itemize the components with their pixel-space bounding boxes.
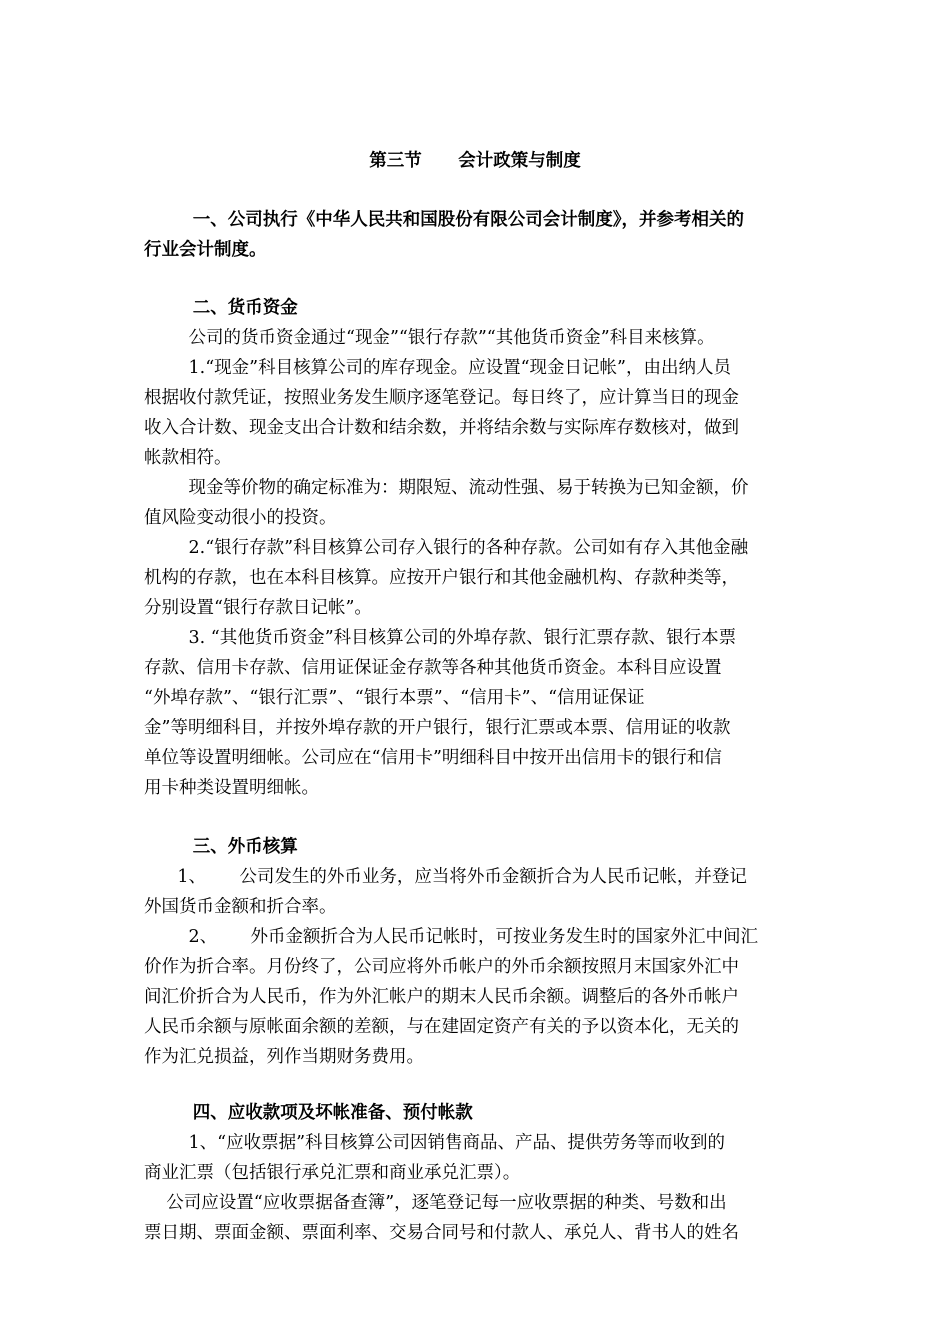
paragraph-line: 2.“银行存款”科目核算公司存入银行的各种存款。公司如有存入其他金融	[144, 538, 749, 558]
policy-heading-line-1: 一、公司执行《中华人民共和国股份有限公司会计制度》，并参考相关的	[144, 210, 744, 230]
heading-foreign-currency: 三、外币核算	[144, 837, 298, 857]
paragraph-line: 用卡种类设置明细帐。	[144, 778, 319, 798]
heading-receivables: 四、应收款项及坏帐准备、预付帐款	[144, 1103, 473, 1123]
paragraph-line: 2、 外币金额折合为人民币记帐时，可按业务发生时的国家外汇中间汇	[144, 927, 759, 947]
paragraph-line: 帐款相符。	[144, 448, 232, 468]
paragraph-line: 单位等设置明细帐。公司应在“信用卡”明细科目中按开出信用卡的银行和信	[144, 748, 722, 768]
paragraph-line: 1.“现金”科目核算公司的库存现金。应设置“现金日记帐”，由出纳人员	[144, 358, 731, 378]
paragraph-line: 间汇价折合为人民币，作为外汇帐户的期末人民币余额。调整后的各外币帐户	[144, 987, 739, 1007]
paragraph-line: 公司应设置“应收票据备查簿”，逐笔登记每一应收票据的种类、号数和出	[144, 1193, 727, 1213]
paragraph-line: 作为汇兑损益，列作当期财务费用。	[144, 1047, 424, 1067]
paragraph-line: 1、 公司发生的外币业务，应当将外币金额折合为人民币记帐，并登记	[144, 867, 747, 887]
paragraph-line: 存款、信用卡存款、信用证保证金存款等各种其他货币资金。本科目应设置	[144, 658, 722, 678]
paragraph-line: 公司的货币资金通过“现金”“银行存款”“其他货币资金”科目来核算。	[144, 328, 715, 348]
paragraph-line: 金”等明细科目，并按外埠存款的开户银行，银行汇票或本票、信用证的收款	[144, 718, 731, 738]
paragraph-line: 现金等价物的确定标准为：期限短、流动性强、易于转换为已知金额，价	[144, 478, 749, 498]
paragraph-line: 1、“应收票据”科目核算公司因销售商品、产品、提供劳务等而收到的	[144, 1133, 726, 1153]
paragraph-line: “外埠存款”、“银行汇票”、“银行本票”、“信用卡”、“信用证保证	[144, 688, 645, 708]
paragraph-line: 外国货币金额和折合率。	[144, 897, 337, 917]
paragraph-line: 收入合计数、现金支出合计数和结余数，并将结余数与实际库存数核对，做到	[144, 418, 739, 438]
paragraph-line: 3. “其他货币资金”科目核算公司的外埠存款、银行汇票存款、银行本票	[144, 628, 737, 648]
paragraph-line: 价作为折合率。月份终了，公司应将外币帐户的外币余额按照月末国家外汇中	[144, 957, 739, 977]
paragraph-line: 商业汇票（包括银行承兑汇票和商业承兑汇票）。	[144, 1163, 521, 1183]
paragraph-line: 值风险变动很小的投资。	[144, 508, 337, 528]
paragraph-line: 分别设置“银行存款日记帐”。	[144, 598, 372, 618]
paragraph-line: 机构的存款，也在本科目核算。应按开户银行和其他金融机构、存款种类等，	[144, 568, 739, 588]
section-title: 第三节 会计政策与制度	[369, 151, 581, 171]
policy-heading-line-2: 行业会计制度。	[144, 240, 267, 260]
paragraph-line: 根据收付款凭证，按照业务发生顺序逐笔登记。每日终了，应计算当日的现金	[144, 388, 739, 408]
heading-monetary-funds: 二、货币资金	[144, 298, 298, 318]
paragraph-line: 票日期、票面金额、票面利率、交易合同号和付款人、承兑人、背书人的姓名	[144, 1223, 739, 1243]
paragraph-line: 人民币余额与原帐面余额的差额，与在建固定资产有关的予以资本化，无关的	[144, 1017, 739, 1037]
